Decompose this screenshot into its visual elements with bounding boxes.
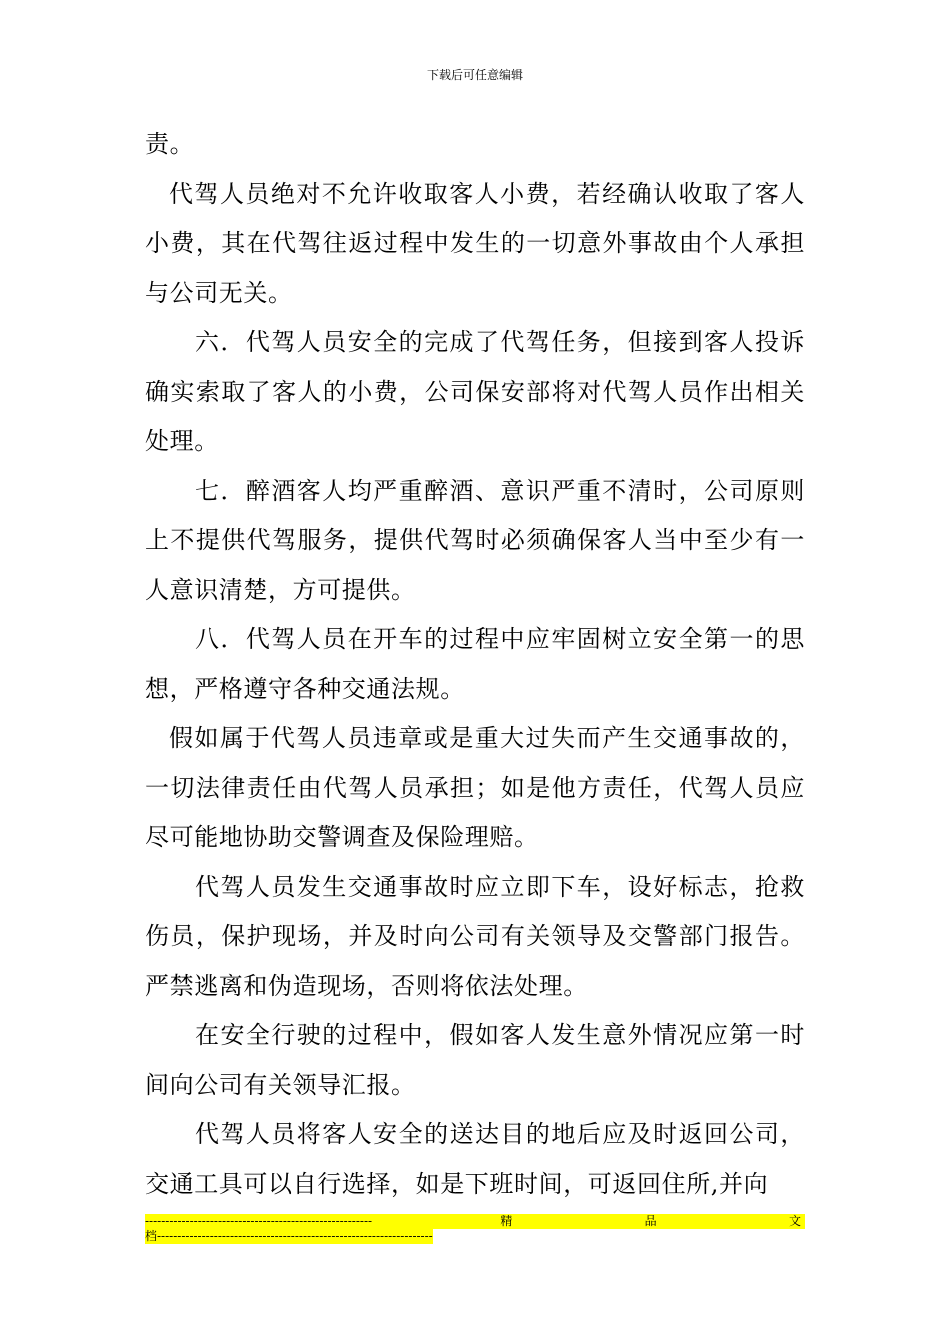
paragraph-5: 八．代驾人员在开车的过程中应牢固树立安全第一的思想，严格遵守各种交通法规。 (145, 625, 805, 703)
paragraph-7: 代驾人员发生交通事故时应立即下车，设好标志，抢救伤员，保护现场，并及时向公司有关领导及交警部门报告。严禁逃离和伪造现场，否则将依法处理。 (145, 872, 805, 1000)
footer-word-2: 品 (644, 1214, 657, 1228)
page-header: 下载后可任意编辑 (426, 68, 523, 82)
footer-dashes: -------------------------------------------------------- (145, 1214, 373, 1228)
paragraph-8: 在安全行驶的过程中，假如客人发生意外情况应第一时间向公司有关领导汇报。 (145, 1021, 805, 1099)
footer-word-1: 精 (500, 1214, 513, 1228)
document-body (145, 120, 805, 1209)
paragraph-2: 代驾人员绝对不允许收取客人小费，若经确认收取了客人小费，其在代驾往返过程中发生的一切意外事故由个人承担与公司无关。 (145, 179, 805, 307)
paragraph-6: 假如属于代驾人员违章或是重大过失而产生交通事故的，一切法律责任由代驾人员承担；如是他方责任，代驾人员应尽可能地协助交警调查及保险理赔。 (145, 724, 805, 851)
footer-line-2: 档-------------------------------------------------------------------- (145, 1229, 433, 1243)
paragraph-4: 七．醉酒客人均严重醉酒、意识严重不清时，公司原则上不提供代驾服务，提供代驾时必须确保客人当中至少有一人意识清楚，方可提供。 (145, 476, 805, 604)
footer-watermark (145, 1214, 805, 1248)
paragraph-9: 代驾人员将客人安全的送达目的地后应及时返回公司，交通工具可以自行选择，如是下班时间，可返回住所,并向 (145, 1120, 805, 1198)
footer-word-3: 文 (788, 1214, 801, 1228)
paragraph-3: 六．代驾人员安全的完成了代驾任务，但接到客人投诉确实索取了客人的小费，公司保安部将对代驾人员作出相关处理。 (145, 328, 805, 455)
paragraph-1: 责。 (145, 130, 195, 158)
footer-line-1 (145, 1214, 805, 1229)
